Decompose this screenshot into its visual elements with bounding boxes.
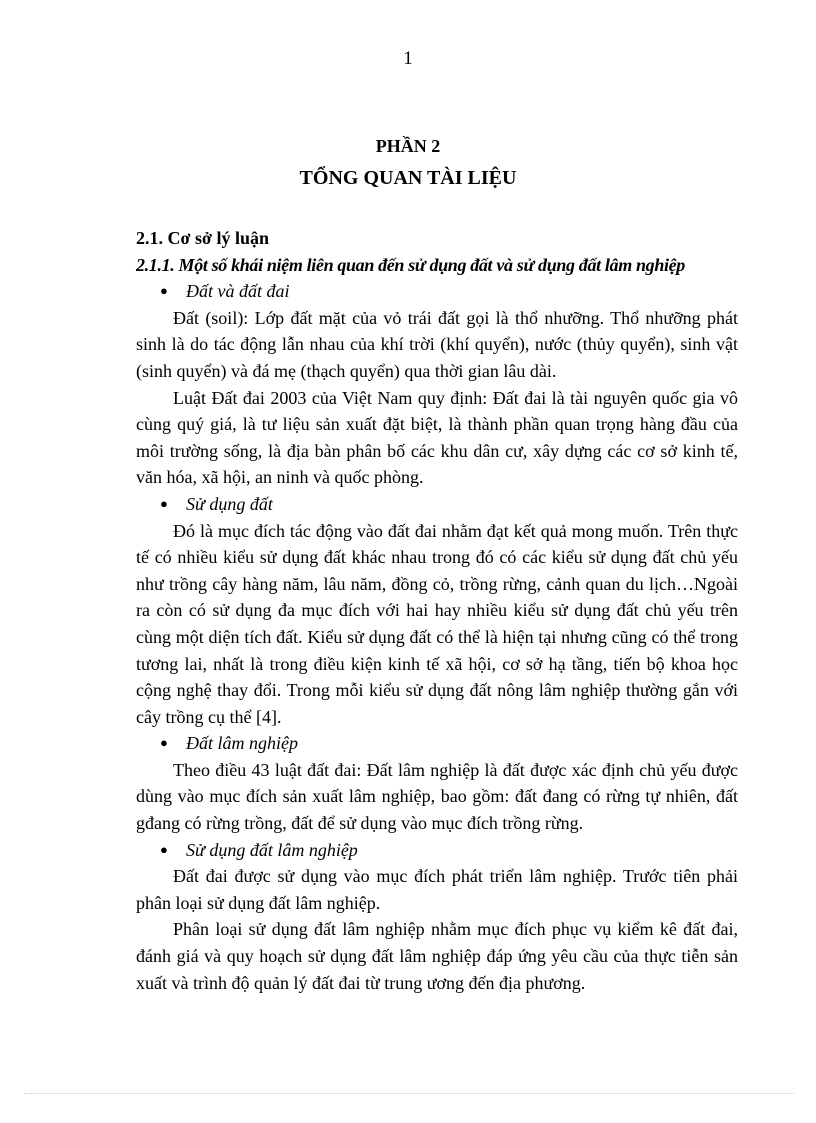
- bullet-label: Sử dụng đất lâm nghiệp: [186, 839, 358, 860]
- bullet-label: Đất và đất đai: [186, 281, 290, 302]
- page-bottom-divider: [24, 1093, 794, 1094]
- part-heading: PHẦN 2: [375, 136, 441, 156]
- paragraph: Theo điều 43 luật đất đai: Đất lâm nghiệp là đất được xác định chủ yếu được dùng vào mục đích sản xuất lâm nghiệp, bao gồm: đất đang có rừng tự nhiên, đất gđang có rừng trồng, đất để sử dụng vào mục đích trồng rừng.: [136, 759, 738, 834]
- section-heading-2-1-1: 2.1.1. Một số khái niệm liên quan đến sử dụng đất và sử dụng đất lâm nghiệp: [136, 254, 685, 275]
- document-body: [136, 225, 738, 996]
- bullet-item-su-dung-dat: [136, 491, 738, 518]
- paragraph: Đó là mục đích tác động vào đất đai nhằm đạt kết quả mong muốn. Trên thực tế có nhiều kiểu sử dụng đất khác nhau trong đó có các kiểu sử dụng đất chủ yếu như trồng cây hàng năm, lâu năm, đồng cỏ, trồng rừng, cảnh quan du lịch…Ngoài ra còn có sử dụng đa mục đích với hai hay nhiều kiểu sử dụng đất chủ yếu trên cùng một diện tích đất. Kiểu sử dụng đất có thể là hiện tại nhưng cũng có thể trong tương lai, nhất là trong điều kiện kinh tế xã hội, cơ sở hạ tầng, tiến bộ khoa học cộng nghệ thay đổi. Trong mỗi kiểu sử dụng đất nông lâm nghiệp thường gắn với cây trồng cụ thể [4].: [136, 520, 738, 727]
- paragraph: Đất đai được sử dụng vào mục đích phát triển lâm nghiệp. Trước tiên phải phân loại sử dụng đất lâm nghiệp.: [136, 866, 738, 913]
- bullet-item-dat-va-dat-dai: [136, 278, 738, 305]
- section-heading-2-1: 2.1. Cơ sở lý luận: [136, 228, 269, 248]
- paragraph: Phân loại sử dụng đất lâm nghiệp nhằm mục đích phục vụ kiểm kê đất đai, đánh giá và quy hoạch sử dụng đất lâm nghiệp đáp ứng yêu cầu của thực tiễn sản xuất và trình độ quản lý đất đai từ trung ương đến địa phương.: [136, 919, 738, 993]
- document-title: TỔNG QUAN TÀI LIỆU: [299, 167, 517, 189]
- paragraph: Luật Đất đai 2003 của Việt Nam quy định: Đất đai là tài nguyên quốc gia vô cùng quý giá, là tư liệu sản xuất đặt biệt, là thành phần quan trọng hàng đầu của môi trường sống, là địa bàn phân bố các khu dân cư, xây dựng các cơ sở kinh tế, văn hóa, xã hội, an ninh và quốc phòng.: [136, 387, 738, 488]
- paragraph: Đất (soil): Lớp đất mặt của vỏ trái đất gọi là thổ nhưỡng. Thổ nhưỡng phát sinh là do tác động lẫn nhau của khí trời (khí quyển), nước (thủy quyển), sinh vật (sinh quyển) và đá mẹ (thạch quyển) qua thời gian lâu dài.: [136, 307, 738, 381]
- bullet-dot-icon: ●: [160, 841, 168, 857]
- bullet-label: Sử dụng đất: [186, 493, 273, 514]
- bullet-label: Đất lâm nghiệp: [186, 733, 298, 754]
- bullet-dot-icon: ●: [160, 735, 168, 751]
- bullet-item-dat-lam-nghiep: [136, 730, 738, 757]
- bullet-dot-icon: ●: [160, 283, 168, 299]
- bullet-item-su-dung-dat-lam-nghiep: [136, 837, 738, 864]
- bullet-dot-icon: ●: [160, 495, 168, 511]
- page-number: 1: [403, 48, 413, 69]
